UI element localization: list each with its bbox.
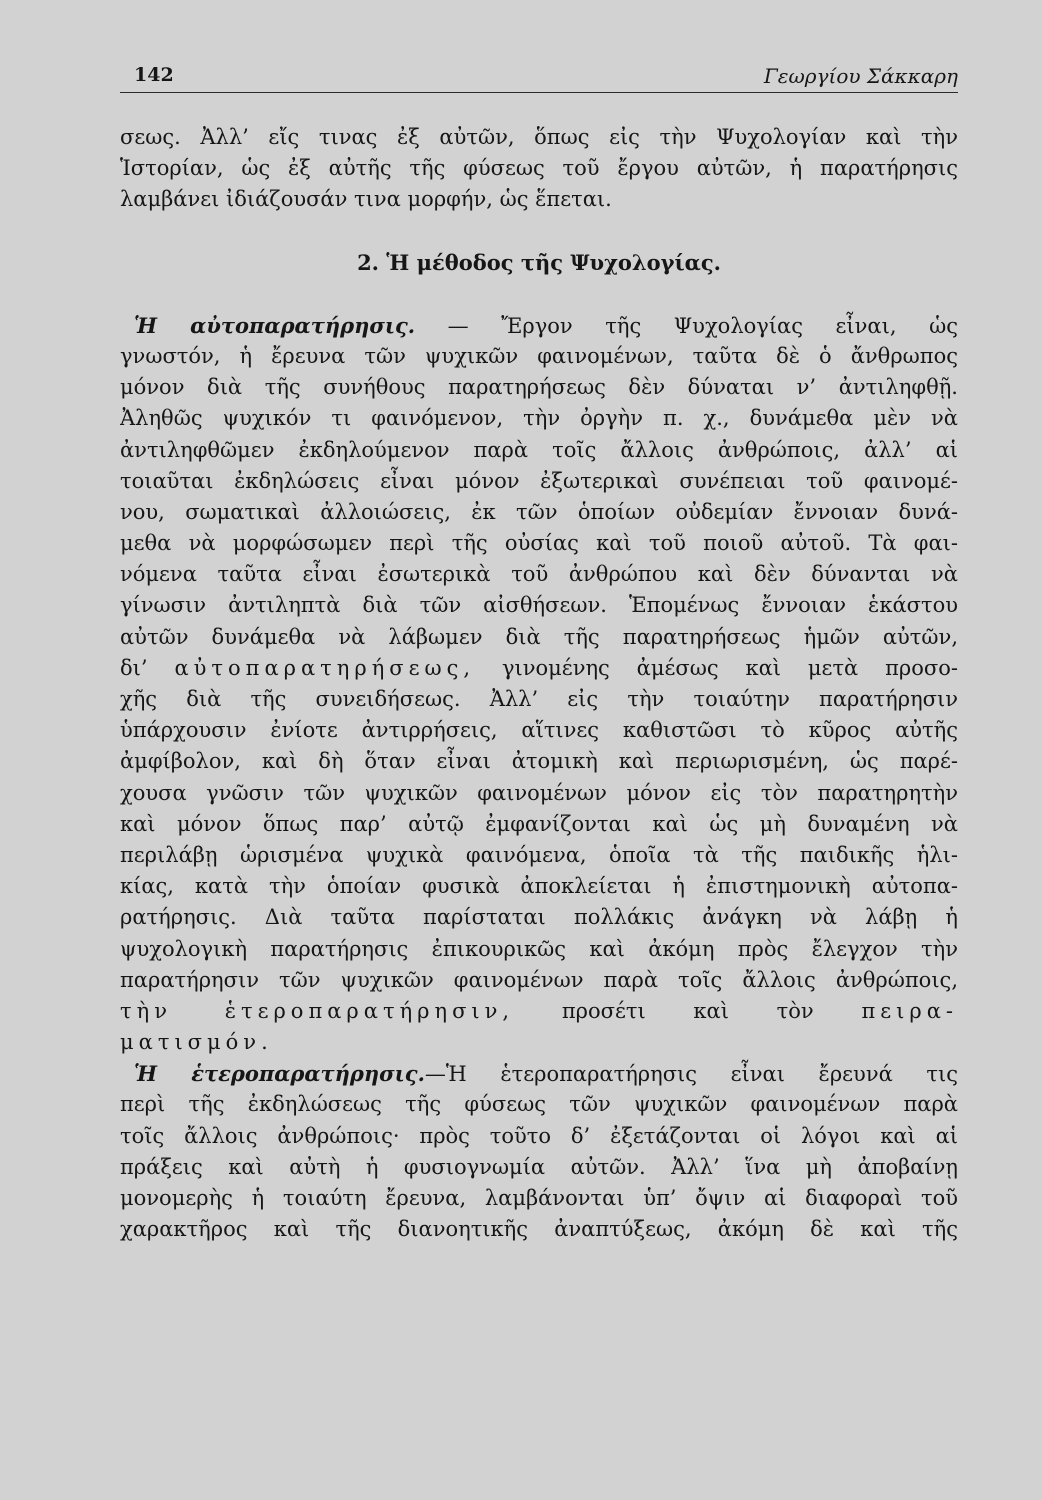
text-line: καὶ μόνον ὅπως παρ’ αὐτῷ ἐμφανίζονται καὶ ὡς μὴ δυναμένη νὰ	[120, 811, 958, 836]
text-line: ρατήρησις. Διὰ ταῦτα παρίσταται πολλάκις ἀνάγκη νὰ λάβῃ ἡ	[120, 905, 958, 930]
text-line: ἀντιληφθῶμεν ἐκδηλούμενον παρὰ τοῖς ἄλλοις ἀνθρώποις, ἀλλ’ αἱ	[120, 437, 958, 462]
paragraph-intro	[120, 122, 958, 216]
text-line: Ἀληθῶς ψυχικόν τι φαινόμενον, τὴν ὀργὴν π. χ., δυνάμεθα μὲν νὰ	[120, 406, 958, 431]
text-line: αὐτῶν δυνάμεθα νὰ λάβωμεν διὰ τῆς παρατηρήσεως ἡμῶν αὐτῶν,	[120, 624, 958, 649]
text-line: τοῖς ἄλλοις ἀνθρώποις· πρὸς τοῦτο δ’ ἐξετάζονται οἱ λόγοι καὶ αἱ	[120, 1123, 958, 1148]
text-line: ψυχολογικὴ παρατήρησις ἐπικουρικῶς καὶ ἀκόμη πρὸς ἔλεγχον τὴν	[120, 936, 958, 961]
text-line: νόμενα ταῦτα εἶναι ἐσωτερικὰ τοῦ ἀνθρώπου καὶ δὲν δύνανται νὰ	[120, 562, 958, 587]
spaced-term: πειρα-	[861, 998, 958, 1023]
text-line: χῆς διὰ τῆς συνειδήσεως. Ἀλλ’ εἰς τὴν τοιαύτην παρατήρησιν	[120, 687, 958, 711]
text-fragment: γινομένης ἀμέσως καὶ μετὰ προσο-	[501, 655, 958, 680]
text-line: νου, σωματικαὶ ἀλλοιώσεις, ἐκ τῶν ὁποίων οὐδεμίαν ἔννοιαν δυνά-	[120, 499, 958, 524]
text-line: μόνον διὰ τῆς συνήθους παρατηρήσεως δὲν δύναται ν’ ἀντιληφθῇ.	[120, 375, 958, 400]
text-line: μονομερὴς ἡ τοιαύτη ἔρευνα, λαμβάνονται ὑπ’ ὄψιν αἱ διαφοραὶ τοῦ	[120, 1186, 958, 1210]
text-line: περὶ τῆς ἐκδηλώσεως τῆς φύσεως τῶν ψυχικῶν φαινομένων παρὰ	[120, 1092, 958, 1117]
page-number: 142	[134, 64, 174, 86]
spaced-term: αὐτοπαρατηρήσεως,	[174, 655, 476, 680]
text-line: χουσα γνῶσιν τῶν ψυχικῶν φαινομένων μόνον εἰς τὸν παρατηρητὴν	[120, 780, 958, 805]
text-fragment: — Ἔργον τῆς Ψυχολογίας εἶναι, ὡς	[447, 313, 958, 338]
text-line: μεθα νὰ μορφώσωμεν περὶ τῆς οὐσίας καὶ τοῦ ποιοῦ αὐτοῦ. Τὰ φαι-	[120, 531, 958, 556]
text-line	[120, 310, 958, 341]
text-line: ἀμφίβολον, καὶ δὴ ὅταν εἶναι ἀτομικὴ καὶ περιωρισμένη, ὡς παρέ-	[120, 749, 958, 774]
text-line: περιλάβῃ ὡρισμένα ψυχικὰ φαινόμενα, ὁποῖα τὰ τῆς παιδικῆς ἡλι-	[120, 842, 958, 867]
text-fragment: προσέτι καὶ τὸν	[561, 998, 814, 1023]
section-heading: 2. Ἡ μέθοδος τῆς Ψυχολογίας.	[357, 249, 721, 275]
paragraph-heteroparatirisis	[120, 1058, 958, 1245]
text-fragment: —Ἡ ἑτεροπαρατήρησις εἶναι ἔρευνά τις	[424, 1062, 958, 1087]
page-header	[120, 58, 958, 93]
paragraph-term: Ἡ αὐτοπαρατήρησις.	[134, 312, 416, 338]
text-line: ματισμόν.	[120, 1030, 273, 1055]
paragraph-term: Ἡ ἑτεροπαρατήρησις.	[134, 1061, 425, 1087]
text-line	[120, 1058, 958, 1089]
text-line: σεως. Ἀλλ’ εἴς τινας ἐξ αὐτῶν, ὅπως εἰς τὴν Ψυχολογίαν καὶ τὴν	[120, 125, 958, 149]
text-line: γίνωσιν ἀντιληπτὰ διὰ τῶν αἰσθήσεων. Ἑπομένως ἔννοιαν ἑκάστου	[120, 593, 958, 618]
text-line: τοιαῦται ἐκδηλώσεις εἶναι μόνον ἐξωτερικαὶ συνέπειαι τοῦ φαινομέ-	[120, 468, 958, 493]
page-body	[120, 122, 958, 1245]
text-line: Ἱστορίαν, ὡς ἐξ αὐτῆς τῆς φύσεως τοῦ ἔργου αὐτῶν, ἡ παρατήρησις	[120, 156, 958, 181]
running-head-author: Γεωργίου Σάκκαρη	[763, 64, 958, 88]
text-line: χαρακτῆρος καὶ τῆς διανοητικῆς ἀναπτύξεως, ἀκόμη δὲ καὶ τῆς	[120, 1217, 958, 1242]
text-fragment: δι’	[120, 655, 148, 680]
spaced-term: τὴν ἑτεροπαρατήρησιν,	[120, 998, 515, 1023]
text-line: γνωστόν, ἡ ἔρευνα τῶν ψυχικῶν φαινομένων, ταῦτα δὲ ὁ ἄνθρωπος	[120, 343, 958, 368]
text-line: κίας, κατὰ τὴν ὁποίαν φυσικὰ ἀποκλείεται ἡ ἐπιστημονικὴ αὐτοπα-	[120, 874, 958, 899]
text-line: παρατήρησιν τῶν ψυχικῶν φαινομένων παρὰ τοῖς ἄλλοις ἀνθρώποις,	[120, 967, 958, 992]
text-line: λαμβάνει ἰδιάζουσάν τινα μορφήν, ὡς ἕπεται.	[120, 187, 612, 212]
text-line	[120, 996, 958, 1027]
text-line: πράξεις καὶ αὐτὴ ἡ φυσιογνωμία αὐτῶν. Ἀλλ’ ἵνα μὴ ἀποβαίνῃ	[120, 1154, 958, 1179]
paragraph-autoparatirisis	[120, 310, 958, 1059]
text-line	[120, 653, 958, 684]
text-line: ὑπάρχουσιν ἐνίοτε ἀντιρρήσεις, αἵτινες καθιστῶσι τὸ κῦρος αὐτῆς	[120, 718, 958, 743]
